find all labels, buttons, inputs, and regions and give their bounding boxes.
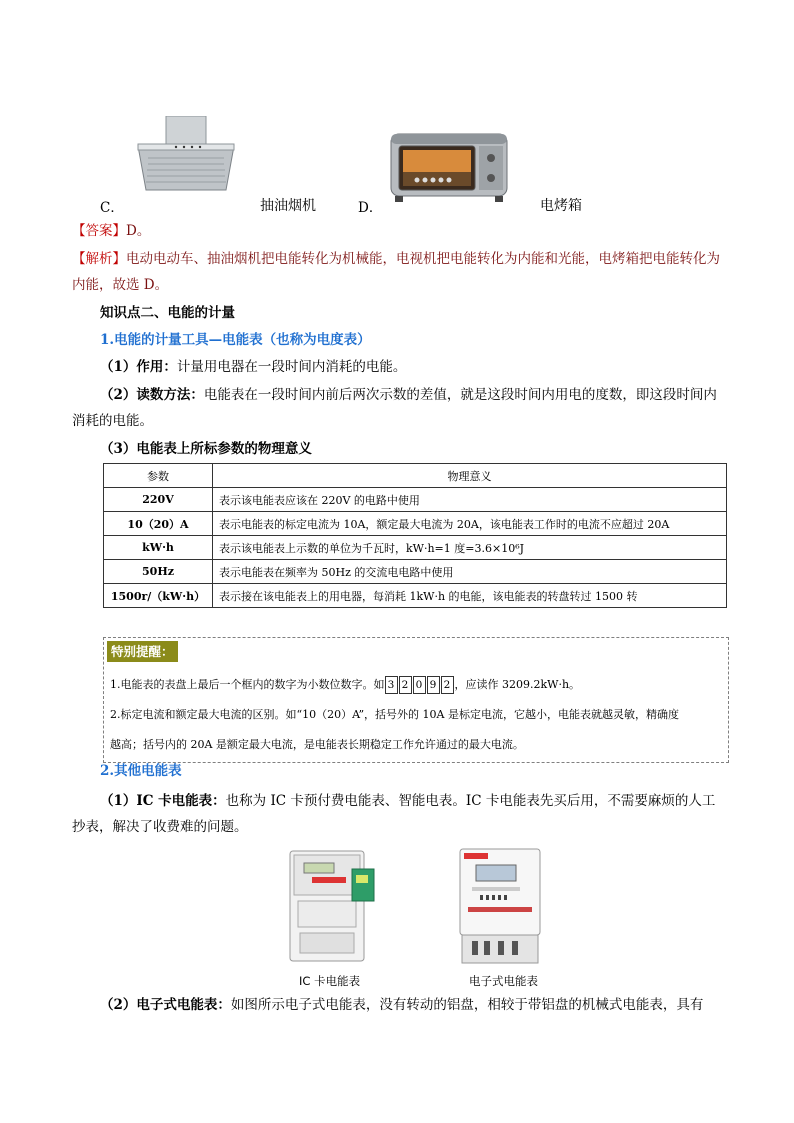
- electronic-meter-paragraph: [72, 992, 724, 1018]
- table-row: [104, 560, 727, 584]
- item-function-text: 计量用电器在一段时间内消耗的电能。: [176, 359, 407, 375]
- meter-digit: 0: [413, 676, 426, 694]
- electronic-meter-label: （2）电子式电能表：: [100, 997, 231, 1013]
- reminder-line-1-post: ，应读作 3209.2kW·h。: [454, 678, 581, 691]
- reminder-line-2: 2.标定电流和额定最大电流的区别。如“10（20）A”，括号外的 10A 是标定电流，它越小，电能表就越灵敏，精确度: [110, 708, 679, 721]
- table-row: [104, 584, 727, 608]
- subheading-other-meters: 2.其他电能表: [100, 763, 182, 779]
- table-row: [104, 488, 727, 512]
- item-reading-label: （2）读数方法：: [100, 387, 204, 403]
- table-cell-param: 1500r/（kW·h）: [104, 584, 213, 608]
- meter-digit: 9: [427, 676, 440, 694]
- electronic-meter-image: [458, 847, 542, 965]
- analysis-text: 电动电动车、抽油烟机把电能转化为机械能，电视机把电能转化为内能和光能，电烤箱把电能转化为内能，故选 D。: [72, 251, 720, 293]
- item-function-label: （1）作用：: [100, 359, 177, 375]
- table-cell-meaning: 表示该电能表上示数的单位为千瓦时，kW·h=1 度=3.6×10⁶J: [213, 536, 727, 560]
- table-header-param: 参数: [104, 464, 213, 488]
- oven-image: [387, 128, 511, 204]
- range-hood-image: [132, 116, 240, 196]
- table-cell-meaning: 表示接在该电能表上的用电器，每消耗 1kW·h 的电能，该电能表的转盘转过 1500 转: [213, 584, 727, 608]
- analysis-paragraph: [72, 246, 724, 298]
- option-c-label: 抽油烟机: [260, 198, 316, 214]
- option-d-label: 电烤箱: [540, 198, 582, 214]
- table-cell-meaning: 表示电能表的标定电流为 10A，额定最大电流为 20A，该电能表工作时的电流不应超过 20A: [213, 512, 727, 536]
- option-c-letter: C．: [100, 200, 124, 216]
- subheading-meter: 1.电能的计量工具—电能表（也称为电度表）: [100, 332, 371, 348]
- answer-line: [72, 218, 724, 244]
- table-row: [104, 536, 727, 560]
- table-row: [104, 512, 727, 536]
- table-header-meaning: 物理意义: [213, 464, 727, 488]
- table-header-row: [104, 464, 727, 488]
- option-d-letter: D．: [358, 200, 383, 216]
- electronic-meter-caption: 电子式电能表: [469, 974, 538, 988]
- reminder-line-1: [110, 670, 724, 700]
- ic-card-text: 也称为 IC 卡预付费电能表、智能电表。IC 卡电能表先买后用，不需要麻烦的人工抄表，解决了收费难的问题。: [72, 793, 716, 835]
- parameter-table: [103, 463, 727, 608]
- table-cell-param: 10（20）A: [104, 512, 213, 536]
- table-cell-meaning: 表示电能表在频率为 50Hz 的交流电电路中使用: [213, 560, 727, 584]
- item-params-heading: （3）电能表上所标参数的物理意义: [100, 441, 312, 457]
- ic-card-label: （1）IC 卡电能表：: [100, 793, 226, 809]
- answer-value: D。: [126, 223, 151, 239]
- reminder-line-1-pre: 1.电能表的表盘上最后一个框内的数字为小数位数字。如: [110, 678, 385, 691]
- table-cell-param: 220V: [104, 488, 213, 512]
- ic-card-meter-image: [284, 847, 380, 965]
- meter-digit: 3: [385, 676, 398, 694]
- table-cell-meaning: 表示该电能表应该在 220V 的电路中使用: [213, 488, 727, 512]
- meter-digit-decimal: 2: [441, 676, 454, 694]
- ic-card-meter-caption: IC 卡电能表: [299, 974, 361, 988]
- table-cell-param: kW·h: [104, 536, 213, 560]
- item-reading-text: 电能表在一段时间内前后两次示数的差值，就是这段时间内用电的度数，即这段时间内消耗的电能。: [72, 387, 717, 429]
- ic-card-paragraph: [72, 788, 724, 840]
- section-title: 知识点二、电能的计量: [100, 305, 235, 321]
- analysis-tag: 【解析】: [72, 251, 126, 267]
- item-function: [100, 354, 752, 380]
- meter-digit: 2: [399, 676, 412, 694]
- item-reading: [72, 382, 724, 434]
- table-cell-param: 50Hz: [104, 560, 213, 584]
- special-reminder-box: [103, 637, 729, 763]
- reminder-line-3: 越高；括号内的 20A 是额定最大电流，是电能表长期稳定工作允许通过的最大电流。: [110, 738, 524, 751]
- reminder-title: 特别提醒：: [107, 641, 178, 662]
- electronic-meter-text: 如图所示电子式电能表，没有转动的铝盘，相较于带铝盘的机械式电能表，具有: [230, 997, 704, 1013]
- answer-tag: 【答案】: [72, 223, 126, 239]
